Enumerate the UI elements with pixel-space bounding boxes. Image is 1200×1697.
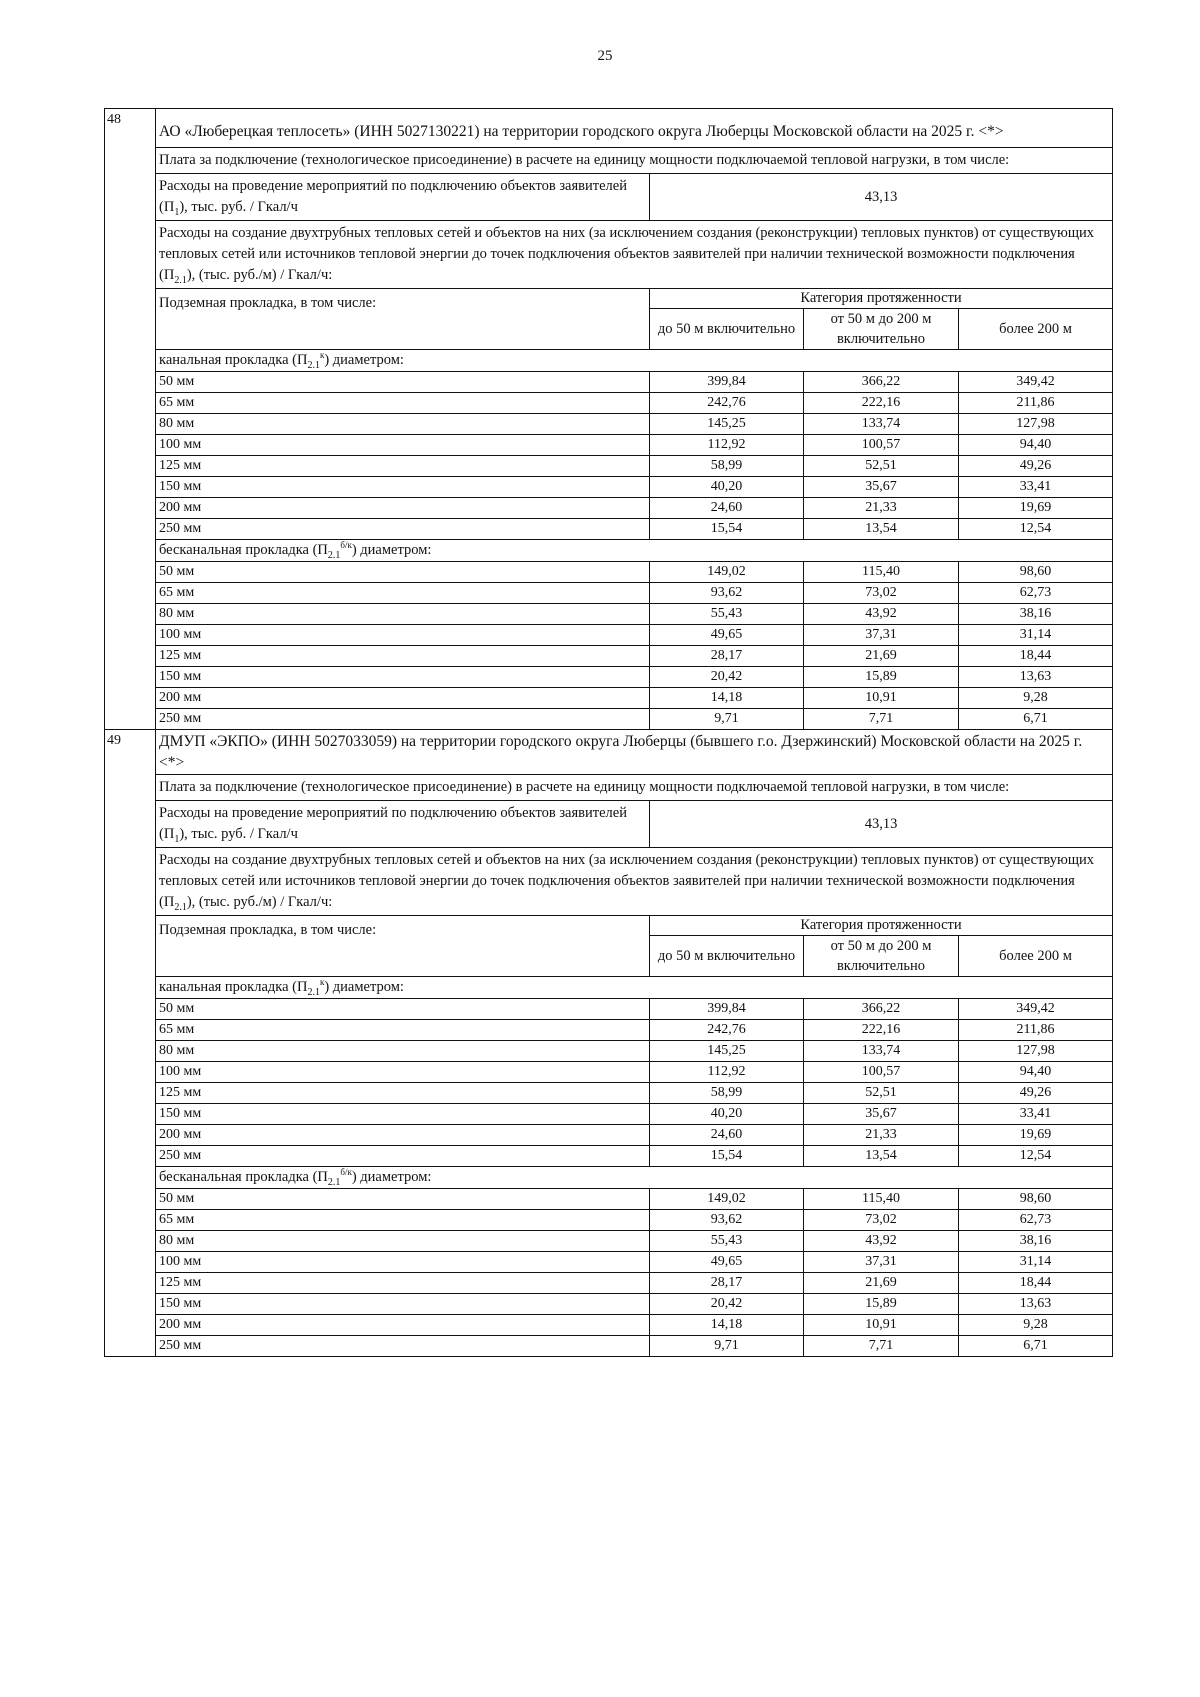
diameter-cell: 200 мм <box>156 1125 650 1146</box>
value-cell: 222,16 <box>804 393 959 414</box>
value-cell: 13,54 <box>804 1146 959 1167</box>
value-cell: 15,54 <box>650 519 804 540</box>
p1-subscript: 1 <box>174 206 180 218</box>
table-row <box>105 583 1113 604</box>
value-cell: 222,16 <box>804 1020 959 1041</box>
value-cell: 28,17 <box>650 1273 804 1294</box>
table-row <box>105 709 1113 730</box>
table-row <box>105 646 1113 667</box>
value-cell: 31,14 <box>959 1252 1113 1273</box>
fee-intro-row <box>105 148 1113 174</box>
value-cell: 52,51 <box>804 1083 959 1104</box>
channel-laying-label <box>156 350 1113 372</box>
value-cell: 399,84 <box>650 999 804 1020</box>
category-header: Категория протяженности <box>650 289 1113 309</box>
diameter-cell: 125 мм <box>156 1083 650 1104</box>
value-cell: 211,86 <box>959 1020 1113 1041</box>
value-cell: 55,43 <box>650 1231 804 1252</box>
value-cell: 24,60 <box>650 498 804 519</box>
diameter-cell: 50 мм <box>156 372 650 393</box>
value-cell: 37,31 <box>804 1252 959 1273</box>
column-header: до 50 м включительно <box>650 936 804 977</box>
p2-label-unit: ), (тыс. руб./м) / Гкал/ч: <box>186 267 333 283</box>
tariff-table <box>104 108 1113 1357</box>
value-cell: 211,86 <box>959 393 1113 414</box>
value-cell: 49,65 <box>650 1252 804 1273</box>
diameter-cell: 200 мм <box>156 1315 650 1336</box>
channel-laying-subscript: 2.1 <box>307 359 320 371</box>
value-cell: 399,84 <box>650 372 804 393</box>
value-cell: 13,63 <box>959 667 1113 688</box>
value-cell: 21,33 <box>804 1125 959 1146</box>
value-cell: 73,02 <box>804 583 959 604</box>
value-cell: 127,98 <box>959 1041 1113 1062</box>
table-row <box>105 604 1113 625</box>
column-header: от 50 м до 200 м включительно <box>804 309 959 350</box>
p2-label <box>156 221 1113 289</box>
value-cell: 100,57 <box>804 435 959 456</box>
value-cell: 33,41 <box>959 1104 1113 1125</box>
value-cell: 49,65 <box>650 625 804 646</box>
table-row <box>105 1231 1113 1252</box>
fee-intro: Плата за подключение (технологическое присоединение) в расчете на единицу мощности подключаемой тепловой нагрузки, в том числе: <box>156 148 1113 174</box>
channelless-laying-superscript: б/к <box>340 540 352 551</box>
value-cell: 49,26 <box>959 456 1113 477</box>
value-cell: 12,54 <box>959 1146 1113 1167</box>
channel-laying-label-text: канальная прокладка (П <box>159 979 308 995</box>
value-cell: 13,54 <box>804 519 959 540</box>
underground-label: Подземная прокладка, в том числе: <box>156 289 650 350</box>
p2-subscript: 2.1 <box>174 901 187 913</box>
value-cell: 7,71 <box>804 709 959 730</box>
value-cell: 12,54 <box>959 519 1113 540</box>
p2-label-text: Расходы на создание двухтрубных тепловых сетей и объектов на них (за исключением создания (реконструкции) тепловых пунктов) от существующих тепловых сетей или источников тепловой энергии до точек подключения объектов заявителей при наличии технической возможности подключения (П <box>159 225 1095 283</box>
diameter-cell: 150 мм <box>156 477 650 498</box>
channelless-laying-subscript: 2.1 <box>327 1176 341 1188</box>
value-cell: 24,60 <box>650 1125 804 1146</box>
block-title: АО «Люберецкая теплосеть» (ИНН 5027130221) на территории городского округа Люберцы Московской области на 2025 г. <*> <box>156 109 1113 148</box>
table-row <box>105 1146 1113 1167</box>
table-row <box>105 498 1113 519</box>
page-number: 25 <box>597 48 613 64</box>
table-row <box>105 1315 1113 1336</box>
diameter-cell: 50 мм <box>156 1189 650 1210</box>
channelless-laying-section-row <box>105 1167 1113 1189</box>
value-cell: 15,89 <box>804 667 959 688</box>
channel-laying-section-row <box>105 350 1113 372</box>
value-cell: 58,99 <box>650 1083 804 1104</box>
table-row <box>105 625 1113 646</box>
channelless-laying-section-row <box>105 540 1113 562</box>
p1-value: 43,13 <box>650 174 1113 221</box>
diameter-cell: 100 мм <box>156 435 650 456</box>
value-cell: 94,40 <box>959 1062 1113 1083</box>
value-cell: 9,28 <box>959 688 1113 709</box>
category-header-row <box>105 289 1113 309</box>
channelless-laying-label <box>156 540 1113 562</box>
diameter-cell: 50 мм <box>156 562 650 583</box>
table-row <box>105 1252 1113 1273</box>
value-cell: 35,67 <box>804 477 959 498</box>
diameter-cell: 250 мм <box>156 709 650 730</box>
table-row <box>105 1083 1113 1104</box>
diameter-cell: 200 мм <box>156 498 650 519</box>
table-row <box>105 999 1113 1020</box>
value-cell: 55,43 <box>650 604 804 625</box>
value-cell: 100,57 <box>804 1062 959 1083</box>
value-cell: 52,51 <box>804 456 959 477</box>
value-cell: 98,60 <box>959 1189 1113 1210</box>
channel-laying-label-end: ) диаметром: <box>324 979 404 995</box>
value-cell: 43,92 <box>804 604 959 625</box>
diameter-cell: 65 мм <box>156 583 650 604</box>
block-title: ДМУП «ЭКПО» (ИНН 5027033059) на территории городского округа Люберцы (бывшего г.о. Дзержинский) Московской области на 2025 г. <*> <box>156 730 1113 775</box>
fee-intro: Плата за подключение (технологическое присоединение) в расчете на единицу мощности подключаемой тепловой нагрузки, в том числе: <box>156 775 1113 801</box>
diameter-cell: 125 мм <box>156 456 650 477</box>
table-row <box>105 414 1113 435</box>
channelless-laying-subscript: 2.1 <box>327 549 341 561</box>
table-row <box>105 1104 1113 1125</box>
value-cell: 242,76 <box>650 393 804 414</box>
table-row <box>105 688 1113 709</box>
diameter-cell: 100 мм <box>156 1252 650 1273</box>
table-row <box>105 667 1113 688</box>
value-cell: 20,42 <box>650 667 804 688</box>
value-cell: 94,40 <box>959 435 1113 456</box>
table-row <box>105 1189 1113 1210</box>
table-row <box>105 519 1113 540</box>
channelless-laying-label-end: ) диаметром: <box>351 1169 432 1185</box>
value-cell: 6,71 <box>959 709 1113 730</box>
value-cell: 38,16 <box>959 1231 1113 1252</box>
table-row <box>105 477 1113 498</box>
category-header-row <box>105 916 1113 936</box>
p2-row <box>105 221 1113 289</box>
fee-intro-row <box>105 775 1113 801</box>
block-title-row <box>105 730 1113 775</box>
p2-label-text: Расходы на создание двухтрубных тепловых сетей и объектов на них (за исключением создания (реконструкции) тепловых пунктов) от существующих тепловых сетей или источников тепловой энергии до точек подключения объектов заявителей при наличии технической возможности подключения (П <box>159 852 1095 910</box>
value-cell: 13,63 <box>959 1294 1113 1315</box>
value-cell: 73,02 <box>804 1210 959 1231</box>
value-cell: 37,31 <box>804 625 959 646</box>
diameter-cell: 250 мм <box>156 519 650 540</box>
value-cell: 9,28 <box>959 1315 1113 1336</box>
p1-row <box>105 174 1113 221</box>
value-cell: 133,74 <box>804 1041 959 1062</box>
p2-subscript: 2.1 <box>174 274 187 286</box>
value-cell: 49,26 <box>959 1083 1113 1104</box>
value-cell: 43,92 <box>804 1231 959 1252</box>
value-cell: 28,17 <box>650 646 804 667</box>
value-cell: 19,69 <box>959 498 1113 519</box>
value-cell: 93,62 <box>650 583 804 604</box>
value-cell: 15,54 <box>650 1146 804 1167</box>
table-row <box>105 1125 1113 1146</box>
diameter-cell: 80 мм <box>156 1231 650 1252</box>
table-row <box>105 1062 1113 1083</box>
channelless-laying-label-text: бесканальная прокладка (П <box>159 1169 328 1185</box>
column-header: более 200 м <box>959 309 1113 350</box>
value-cell: 349,42 <box>959 372 1113 393</box>
value-cell: 40,20 <box>650 477 804 498</box>
column-header: более 200 м <box>959 936 1113 977</box>
diameter-cell: 125 мм <box>156 646 650 667</box>
value-cell: 10,91 <box>804 688 959 709</box>
table-row <box>105 562 1113 583</box>
diameter-cell: 100 мм <box>156 625 650 646</box>
value-cell: 145,25 <box>650 1041 804 1062</box>
diameter-cell: 150 мм <box>156 1104 650 1125</box>
diameter-cell: 65 мм <box>156 1020 650 1041</box>
channel-laying-superscript: к <box>319 977 325 988</box>
category-header: Категория протяженности <box>650 916 1113 936</box>
table-row <box>105 1336 1113 1357</box>
p1-label-unit: ), тыс. руб. / Гкал/ч <box>179 199 298 215</box>
diameter-cell: 250 мм <box>156 1336 650 1357</box>
table-row <box>105 1294 1113 1315</box>
p1-value: 43,13 <box>650 801 1113 848</box>
diameter-cell: 50 мм <box>156 999 650 1020</box>
diameter-cell: 150 мм <box>156 667 650 688</box>
diameter-cell: 250 мм <box>156 1146 650 1167</box>
value-cell: 98,60 <box>959 562 1113 583</box>
value-cell: 349,42 <box>959 999 1113 1020</box>
p1-label-text: Расходы на проведение мероприятий по подключению объектов заявителей (П <box>159 178 627 215</box>
block-number: 48 <box>105 109 156 730</box>
diameter-cell: 200 мм <box>156 688 650 709</box>
channel-laying-subscript: 2.1 <box>307 986 320 998</box>
channel-laying-label <box>156 977 1113 999</box>
value-cell: 9,71 <box>650 1336 804 1357</box>
value-cell: 366,22 <box>804 999 959 1020</box>
p2-label-unit: ), (тыс. руб./м) / Гкал/ч: <box>186 894 333 910</box>
value-cell: 21,69 <box>804 646 959 667</box>
value-cell: 115,40 <box>804 1189 959 1210</box>
value-cell: 35,67 <box>804 1104 959 1125</box>
table-row <box>105 1210 1113 1231</box>
value-cell: 149,02 <box>650 1189 804 1210</box>
value-cell: 115,40 <box>804 562 959 583</box>
table-row <box>105 393 1113 414</box>
p1-label-text: Расходы на проведение мероприятий по подключению объектов заявителей (П <box>159 805 627 842</box>
p1-subscript: 1 <box>174 833 180 845</box>
channelless-laying-label <box>156 1167 1113 1189</box>
table-row <box>105 435 1113 456</box>
p1-label <box>156 801 650 848</box>
diameter-cell: 125 мм <box>156 1273 650 1294</box>
value-cell: 31,14 <box>959 625 1113 646</box>
diameter-cell: 100 мм <box>156 1062 650 1083</box>
value-cell: 19,69 <box>959 1125 1113 1146</box>
value-cell: 21,33 <box>804 498 959 519</box>
channelless-laying-superscript: б/к <box>340 1167 352 1178</box>
value-cell: 127,98 <box>959 414 1113 435</box>
table-row <box>105 372 1113 393</box>
p1-label <box>156 174 650 221</box>
value-cell: 112,92 <box>650 1062 804 1083</box>
value-cell: 6,71 <box>959 1336 1113 1357</box>
value-cell: 18,44 <box>959 646 1113 667</box>
value-cell: 10,91 <box>804 1315 959 1336</box>
table-row <box>105 456 1113 477</box>
diameter-cell: 80 мм <box>156 414 650 435</box>
value-cell: 58,99 <box>650 456 804 477</box>
value-cell: 242,76 <box>650 1020 804 1041</box>
channel-laying-section-row <box>105 977 1113 999</box>
value-cell: 33,41 <box>959 477 1113 498</box>
block-number: 49 <box>105 730 156 1357</box>
value-cell: 62,73 <box>959 583 1113 604</box>
value-cell: 149,02 <box>650 562 804 583</box>
value-cell: 366,22 <box>804 372 959 393</box>
value-cell: 112,92 <box>650 435 804 456</box>
value-cell: 93,62 <box>650 1210 804 1231</box>
value-cell: 62,73 <box>959 1210 1113 1231</box>
column-header: до 50 м включительно <box>650 309 804 350</box>
channel-laying-label-end: ) диаметром: <box>324 352 404 368</box>
table-row <box>105 1273 1113 1294</box>
value-cell: 7,71 <box>804 1336 959 1357</box>
channelless-laying-label-text: бесканальная прокладка (П <box>159 542 328 558</box>
value-cell: 133,74 <box>804 414 959 435</box>
p2-label <box>156 848 1113 916</box>
value-cell: 14,18 <box>650 688 804 709</box>
diameter-cell: 65 мм <box>156 1210 650 1231</box>
value-cell: 14,18 <box>650 1315 804 1336</box>
table-row <box>105 1020 1113 1041</box>
column-header: от 50 м до 200 м включительно <box>804 936 959 977</box>
p1-label-unit: ), тыс. руб. / Гкал/ч <box>179 826 298 842</box>
diameter-cell: 80 мм <box>156 604 650 625</box>
underground-label: Подземная прокладка, в том числе: <box>156 916 650 977</box>
table-row <box>105 1041 1113 1062</box>
value-cell: 145,25 <box>650 414 804 435</box>
diameter-cell: 80 мм <box>156 1041 650 1062</box>
channel-laying-superscript: к <box>319 350 325 361</box>
p1-row <box>105 801 1113 848</box>
value-cell: 9,71 <box>650 709 804 730</box>
diameter-cell: 65 мм <box>156 393 650 414</box>
p2-row <box>105 848 1113 916</box>
value-cell: 21,69 <box>804 1273 959 1294</box>
value-cell: 40,20 <box>650 1104 804 1125</box>
value-cell: 20,42 <box>650 1294 804 1315</box>
value-cell: 15,89 <box>804 1294 959 1315</box>
block-title-row <box>105 109 1113 148</box>
channel-laying-label-text: канальная прокладка (П <box>159 352 308 368</box>
value-cell: 18,44 <box>959 1273 1113 1294</box>
diameter-cell: 150 мм <box>156 1294 650 1315</box>
channelless-laying-label-end: ) диаметром: <box>351 542 432 558</box>
value-cell: 38,16 <box>959 604 1113 625</box>
